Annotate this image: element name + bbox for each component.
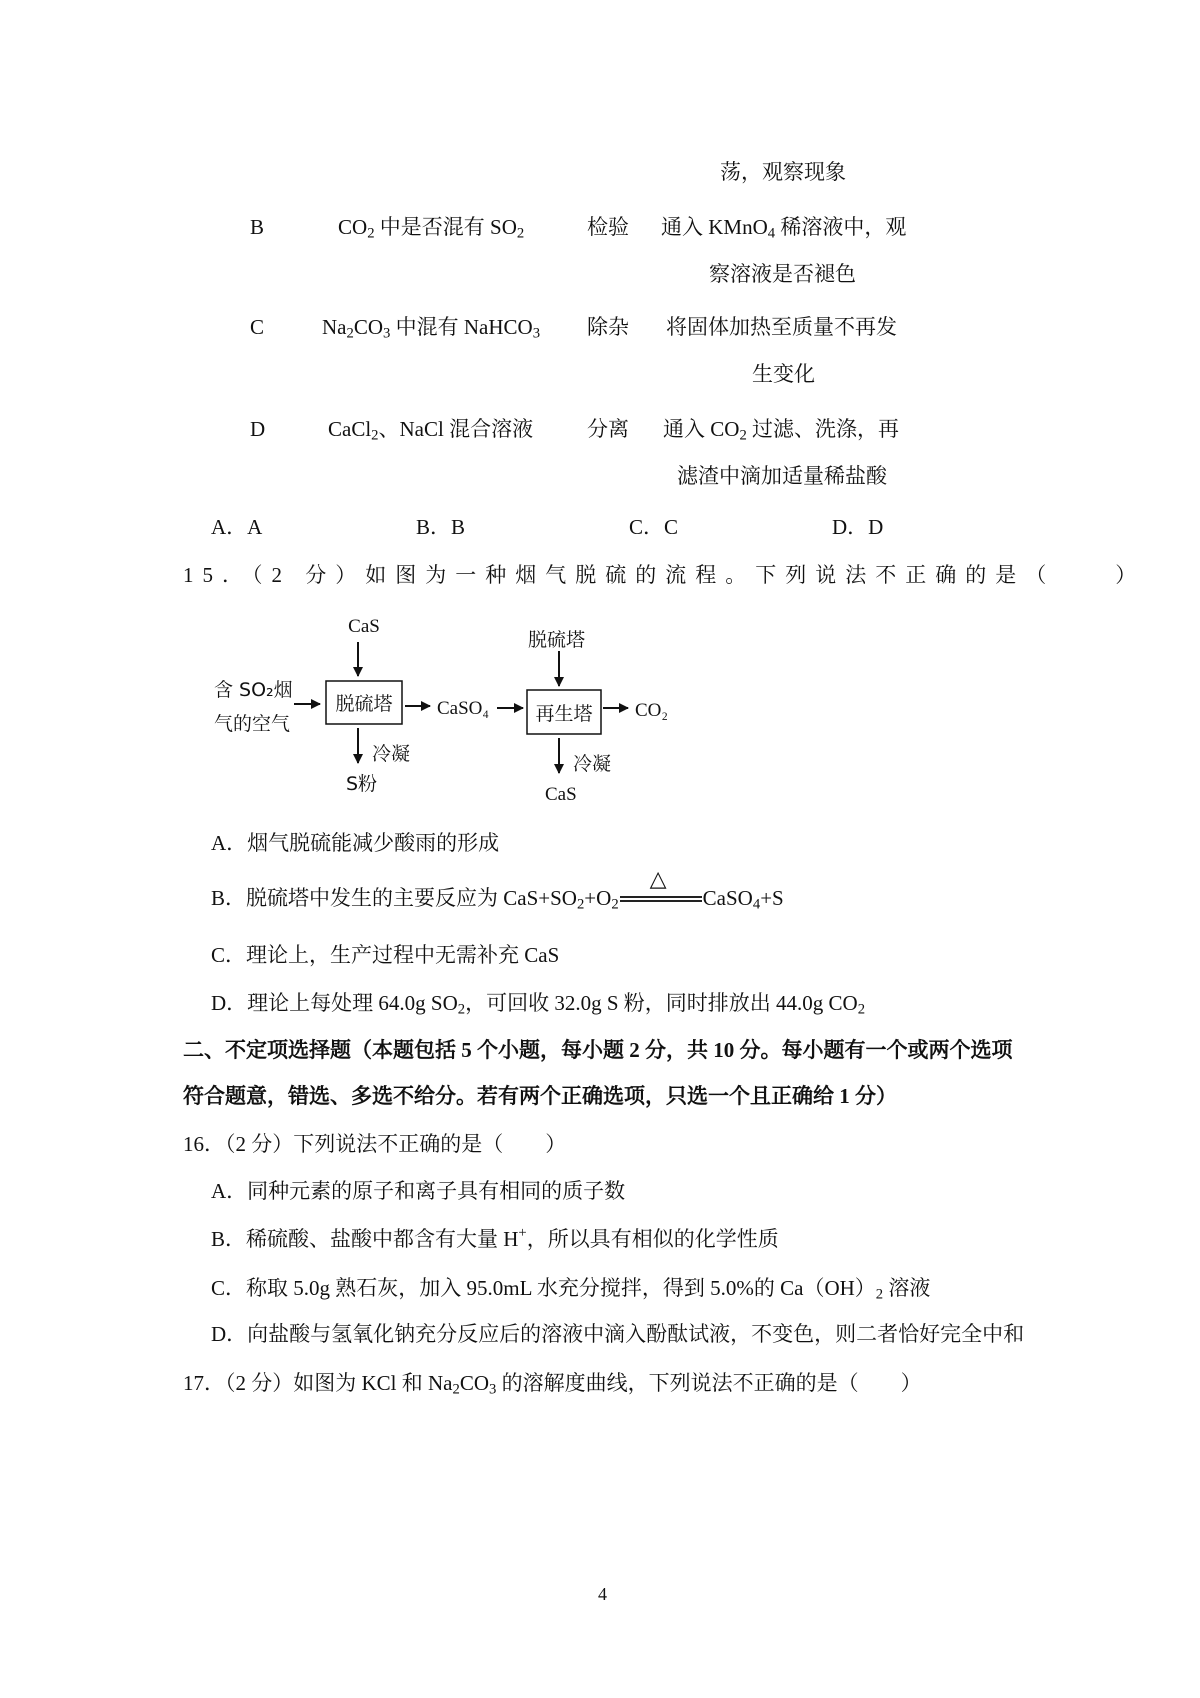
q15-stem: 15．（2 分）如图为一种烟气脱硫的流程。下列说法不正确的是（ ） xyxy=(183,563,1146,587)
q16-option-b: B．稀硫酸、盐酸中都含有大量 H+，所以具有相似的化学性质 xyxy=(211,1225,779,1251)
row-method-d-2: 滤渣中滴加适量稀盐酸 xyxy=(677,464,887,488)
condense-label-2: 冷凝 xyxy=(573,753,612,775)
q17-stem: 17．（2 分）如图为 KCl 和 $Na_2CO_3$ 的溶解度曲线，下列说法不正确的是（ ） xyxy=(183,1371,922,1398)
co2-label: CO₂ xyxy=(635,700,669,721)
q14-option-b: B．B xyxy=(416,515,466,539)
q14-option-c: C．C xyxy=(629,515,679,539)
s-powder-label: S粉 xyxy=(346,773,378,795)
row-label-c: C xyxy=(250,315,265,339)
q16-option-a: A．同种元素的原子和离子具有相同的质子数 xyxy=(211,1179,626,1203)
input-label-line1: 含 SO₂烟 xyxy=(214,679,293,701)
q15-option-b xyxy=(211,865,784,913)
q14-option-a: A．A xyxy=(211,515,263,539)
row-method-c-2: 生变化 xyxy=(752,362,815,386)
section2-heading-line2: 符合题意，错选、多选不给分。若有两个正确选项，只选一个且正确给 1 分） xyxy=(183,1084,897,1108)
q16-option-d: D．向盐酸与氢氧化钠充分反应后的溶液中滴入酚酞试液，不变色，则二者恰好完全中和 xyxy=(211,1322,1025,1346)
heat-symbol: △ xyxy=(649,865,667,891)
section2-heading-line1: 二、不定项选择题（本题包括 5 个小题，每小题 2 分，共 10 分。每小题有一个或两个选项 xyxy=(183,1038,1013,1062)
input-label-line2: 气的空气 xyxy=(214,713,291,735)
cas-product-label: CaS xyxy=(545,784,577,805)
row-purpose-c: 除杂 xyxy=(587,315,629,339)
reaction-equals-sign xyxy=(620,865,702,902)
row-method-d-1: 通入 $CO_2$ 过滤、洗涤，再 xyxy=(663,417,900,444)
q15-option-b-products: CaSO$_4$+S xyxy=(702,886,784,913)
desulfurization-flow-diagram xyxy=(0,0,1200,830)
row-method-b-1: 通入 KMnO$_4$ 稀溶液中，观 xyxy=(661,215,907,242)
q15-option-a: A．烟气脱硫能减少酸雨的形成 xyxy=(211,831,500,855)
q15-option-b-reactants: B．脱硫塔中发生的主要反应为 $CaS+SO_2+O_2$ xyxy=(211,886,619,913)
regeneration-tower-label: 再生塔 xyxy=(535,703,593,725)
row-method-b-2: 察溶液是否褪色 xyxy=(709,262,856,286)
tower-feed-label: 脱硫塔 xyxy=(528,629,586,651)
caso4-label: CaSO₄ xyxy=(437,698,490,719)
row-item-d: CaCl$_2$、NaCl 混合溶液 xyxy=(328,417,534,444)
row-purpose-b: 检验 xyxy=(587,215,629,239)
cas-feed-label: CaS xyxy=(348,616,380,637)
page-number: 4 xyxy=(598,1584,607,1604)
q16-option-c: C．称取 5.0g 熟石灰，加入 95.0mL 水充分搅拌，得到 5.0%的 $Ca(OH)_2$ 溶液 xyxy=(211,1276,931,1303)
row-label-d: D xyxy=(250,417,266,441)
row-method-c-1: 将固体加热至质量不再发 xyxy=(666,315,897,339)
q16-stem: 16．（2 分）下列说法不正确的是（ ） xyxy=(183,1132,567,1156)
q15-option-d: D．理论上每处理 64.0g $SO_2$，可回收 32.0g S 粉，同时排放出 44.0g $CO_2$ xyxy=(211,991,866,1018)
q15-option-c: C．理论上，生产过程中无需补充 CaS xyxy=(211,943,560,967)
row-purpose-d: 分离 xyxy=(587,417,629,441)
q14-option-d: D．D xyxy=(832,515,884,539)
desulfurization-tower-label: 脱硫塔 xyxy=(335,693,393,715)
row-item-b: $CO_2$ 中是否混有 $SO_2$ xyxy=(338,215,525,242)
row-item-c: $Na_2CO_3$ 中混有 NaHCO$_3$ xyxy=(322,315,541,342)
table-cell-continuation: 荡，观察现象 xyxy=(720,160,846,184)
condense-label-1: 冷凝 xyxy=(372,743,411,765)
row-label-b: B xyxy=(250,215,265,239)
